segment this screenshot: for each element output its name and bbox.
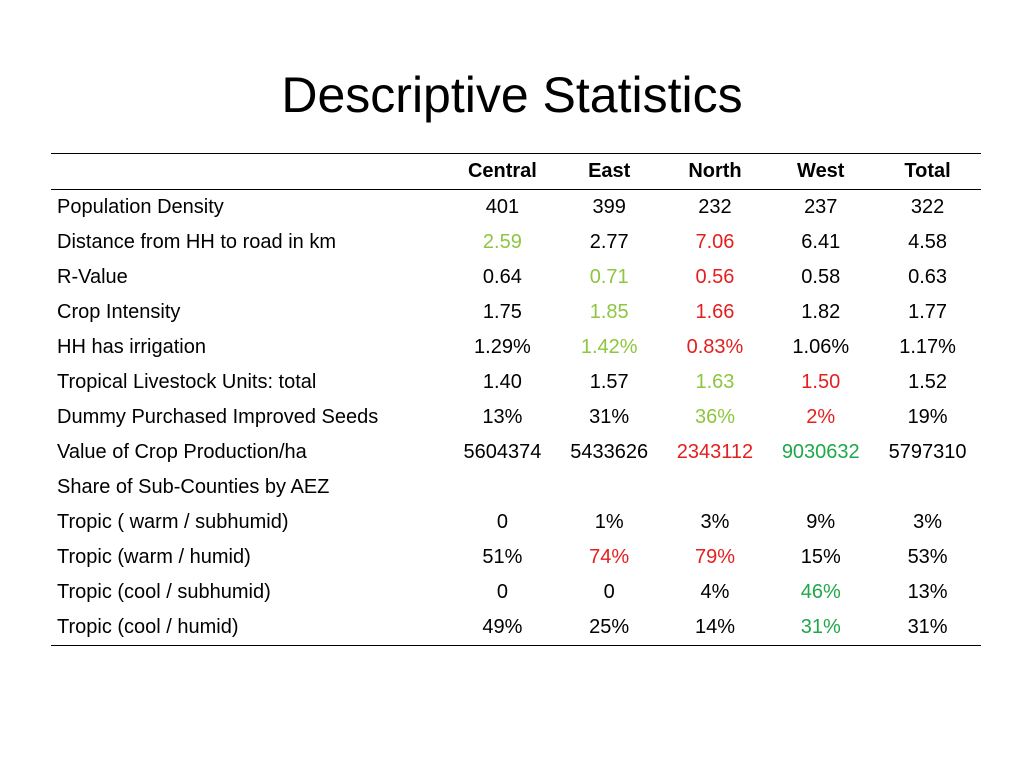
table-row (51, 190, 981, 226)
cell-west: 0.58 (801, 266, 841, 288)
cell-total: 4.58 (908, 231, 948, 253)
table-row (51, 400, 981, 435)
cell-west (767, 470, 874, 505)
cell-north: 3% (700, 511, 730, 533)
row-label: Tropic (cool / humid) (57, 616, 239, 638)
row-label: Tropic (warm / humid) (57, 546, 251, 568)
cell-total: 31% (907, 616, 948, 638)
row-label: Distance from HH to road in km (57, 231, 336, 253)
table-row (51, 575, 981, 610)
cell-west: 6.41 (801, 231, 841, 253)
cell-west: 9% (806, 511, 836, 533)
row-label: Dummy Purchased Improved Seeds (57, 406, 379, 428)
cell-east: 2.77 (589, 231, 629, 253)
cell-total: 0.63 (908, 266, 948, 288)
cell-central: 51% (482, 546, 523, 568)
cell-west: 15% (800, 546, 841, 568)
row-label: Value of Crop Production/ha (57, 441, 307, 463)
table-header (51, 154, 981, 190)
cell-north: 0.56 (695, 266, 735, 288)
cell-total: 19% (907, 406, 948, 428)
statistics-table (51, 153, 981, 646)
header-west: West (797, 160, 845, 182)
cell-central: 2.59 (482, 231, 522, 253)
cell-east: 1.57 (589, 371, 629, 393)
header-total: Total (904, 160, 951, 182)
cell-west: 237 (804, 196, 838, 218)
cell-east: 1.85 (589, 301, 629, 323)
cell-total: 5797310 (888, 441, 967, 463)
cell-west: 46% (800, 581, 841, 603)
cell-north: 2343112 (676, 441, 754, 463)
cell-east (556, 470, 663, 505)
cell-total: 1.52 (908, 371, 948, 393)
cell-total: 1.17% (899, 336, 956, 358)
cell-north: 1.66 (695, 301, 735, 323)
cell-central: 13% (482, 406, 523, 428)
cell-east: 0 (603, 581, 615, 603)
cell-west: 31% (800, 616, 841, 638)
row-label: Tropical Livestock Units: total (57, 371, 317, 393)
row-label: Tropic ( warm / subhumid) (57, 511, 289, 533)
cell-north: 0.83% (686, 336, 744, 358)
cell-total (874, 470, 981, 505)
table-row (51, 435, 981, 470)
cell-east: 31% (589, 406, 630, 428)
cell-total: 322 (910, 196, 945, 218)
cell-east: 399 (592, 196, 626, 218)
table-row (51, 330, 981, 365)
cell-east: 0.71 (589, 266, 629, 288)
cell-total: 53% (907, 546, 948, 568)
cell-central: 1.29% (474, 336, 531, 358)
cell-east: 74% (589, 546, 630, 568)
table-row (51, 365, 981, 400)
table-row (51, 505, 981, 540)
table-row (51, 470, 981, 505)
header-central: Central (467, 160, 537, 182)
cell-north: 4% (700, 581, 730, 603)
cell-central: 1.40 (482, 371, 522, 393)
header-row (51, 154, 981, 190)
cell-north: 14% (694, 616, 735, 638)
cell-east: 5433626 (570, 441, 649, 463)
row-label: Share of Sub-Counties by AEZ (57, 476, 330, 498)
table-row (51, 540, 981, 575)
cell-west: 1.82 (801, 301, 841, 323)
cell-north: 232 (698, 196, 732, 218)
table-body (51, 190, 981, 646)
table-row (51, 610, 981, 646)
cell-west: 1.06% (792, 336, 850, 358)
cell-central: 5604374 (463, 441, 542, 463)
header-north: North (688, 160, 742, 182)
row-label: HH has irrigation (57, 336, 206, 358)
row-label: Tropic (cool / subhumid) (57, 581, 271, 603)
table-row (51, 295, 981, 330)
cell-north: 1.63 (695, 371, 735, 393)
cell-central: 0.64 (482, 266, 522, 288)
cell-north: 36% (694, 406, 735, 428)
cell-central: 0 (496, 581, 508, 603)
cell-total: 13% (907, 581, 948, 603)
cell-west: 2% (806, 406, 836, 428)
cell-north: 7.06 (695, 231, 735, 253)
slide-title: Descriptive Statistics (281, 67, 743, 123)
row-label: R-Value (57, 266, 128, 288)
cell-east: 25% (589, 616, 630, 638)
cell-central: 1.75 (482, 301, 522, 323)
cell-total: 3% (913, 511, 943, 533)
cell-west: 1.50 (801, 371, 841, 393)
table-row (51, 260, 981, 295)
table-row (51, 225, 981, 260)
row-label: Population Density (57, 196, 224, 218)
cell-east: 1% (594, 511, 624, 533)
cell-total: 1.77 (908, 301, 948, 323)
cell-central (449, 470, 556, 505)
cell-west: 9030632 (781, 441, 860, 463)
cell-central: 0 (496, 511, 508, 533)
cell-north: 79% (694, 546, 735, 568)
cell-east: 1.42% (580, 336, 638, 358)
cell-central: 401 (485, 196, 520, 218)
header-label-spacer (51, 154, 449, 190)
row-label: Crop Intensity (57, 301, 181, 323)
header-east: East (588, 160, 631, 182)
cell-north (663, 470, 768, 505)
cell-central: 49% (482, 616, 523, 638)
